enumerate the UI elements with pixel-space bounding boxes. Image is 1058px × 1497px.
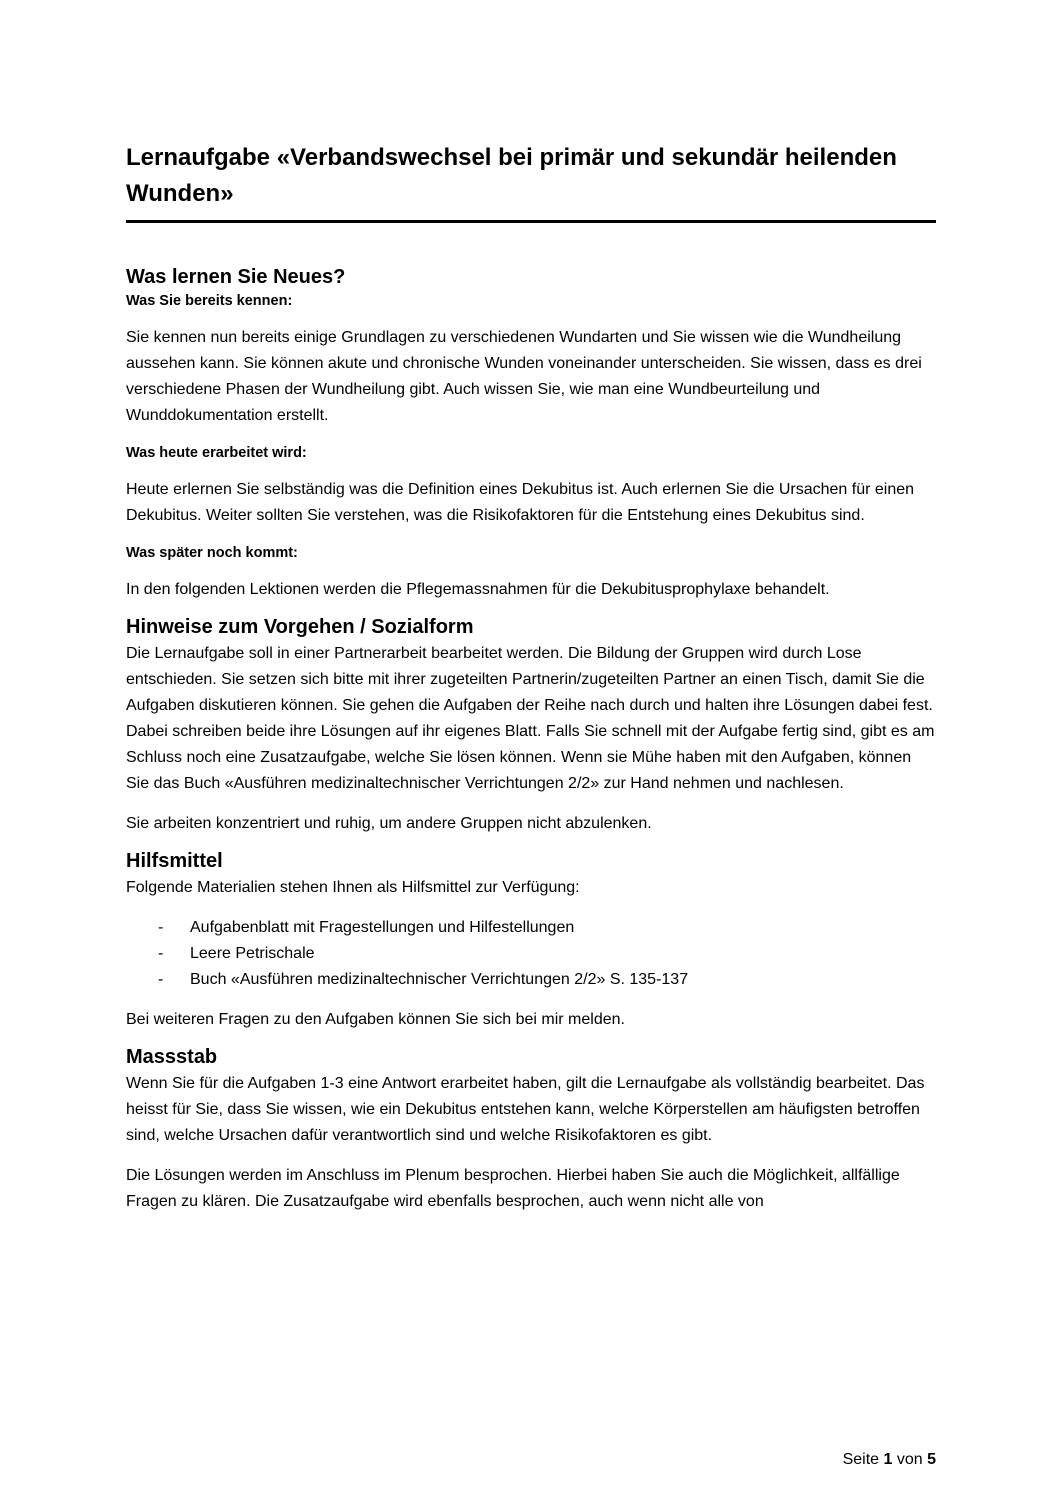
paragraph-spaeter: In den folgenden Lektionen werden die Pflegemassnahmen für die Dekubitusprophylaxe behandelt.	[126, 581, 830, 598]
paragraph-massstab-loesungen: Die Lösungen werden im Anschluss im Plenum besprochen. Hierbei haben Sie auch die Möglichkeit, allfällige Fragen zu klären. Die Zusatzaufgabe wird ebenfalls besprochen, auch wenn nicht alle von	[126, 1167, 900, 1210]
heading-massstab: Massstab	[126, 1046, 218, 1068]
list-item: - Leere Petrischale	[126, 941, 936, 967]
paragraph-bereits-kennen: Sie kennen nun bereits einige Grundlagen zu verschiedenen Wundarten und Sie wissen wie die Wundheilung aussehen kann. Sie können akute und chronische Wunden voneinander unterscheiden. Sie wissen, dass es drei verschiedene Phasen der Wundheilung gibt. Auch wissen Sie, wie man eine Wundbeurteilung und Wunddokumentation erstellt.	[126, 329, 922, 424]
list-item: - Aufgabenblatt mit Fragestellungen und Hilfestellungen	[126, 915, 936, 941]
dash-bullet-icon: -	[158, 971, 164, 988]
paragraph-hinweise-ruhig: Sie arbeiten konzentriert und ruhig, um andere Gruppen nicht abzulenken.	[126, 815, 652, 832]
subheading-heute: Was heute erarbeitet wird:	[126, 445, 307, 461]
dash-bullet-icon: -	[158, 945, 164, 962]
list-item: - Buch «Ausführen medizinaltechnischer Verrichtungen 2/2» S. 135-137	[126, 967, 936, 993]
dash-bullet-icon: -	[158, 919, 164, 936]
heading-was-lernen-sie-neues: Was lernen Sie Neues?	[126, 266, 346, 288]
subheading-bereits-kennen: Was Sie bereits kennen:	[126, 293, 293, 309]
heading-hinweise: Hinweise zum Vorgehen / Sozialform	[126, 616, 474, 638]
hilfsmittel-list	[126, 915, 936, 993]
document-page	[126, 140, 936, 1215]
page-number: Seite 1 von 5	[842, 1451, 936, 1468]
document-title: Lernaufgabe «Verbandswechsel bei primär und sekundär heilenden Wunden»	[126, 140, 936, 223]
paragraph-hilfsmittel-intro: Folgende Materialien stehen Ihnen als Hilfsmittel zur Verfügung:	[126, 879, 580, 896]
heading-hilfsmittel: Hilfsmittel	[126, 850, 223, 872]
subheading-spaeter: Was später noch kommt:	[126, 545, 298, 561]
paragraph-hilfsmittel-outro: Bei weiteren Fragen zu den Aufgaben können Sie sich bei mir melden.	[126, 1011, 625, 1028]
paragraph-heute: Heute erlernen Sie selbständig was die Definition eines Dekubitus ist. Auch erlernen Sie die Ursachen für einen Dekubitus. Weiter sollten Sie verstehen, was die Risikofaktoren für die Entstehung eines Dekubitus sind.	[126, 481, 915, 524]
paragraph-hinweise: Die Lernaufgabe soll in einer Partnerarbeit bearbeitet werden. Die Bildung der Gruppen wird durch Lose entschieden. Sie setzen sich bitte mit ihrer zugeteilten Partnerin/zugeteilten Partner an einen Tisch, damit Sie die Aufgaben diskutieren können. Sie gehen die Aufgaben der Reihe nach durch und halten ihre Lösungen dabei fest. Dabei schreiben beide ihre Lösungen auf ihr eigenes Blatt. Falls Sie schnell mit der Aufgabe fertig sind, gibt es am Schluss noch eine Zusatzaufgabe, welche Sie lösen können. Wenn sie Mühe haben mit den Aufgaben, können Sie das Buch «Ausführen medizinaltechnischer Verrichtungen 2/2» zur Hand nehmen und nachlesen.	[126, 645, 935, 792]
paragraph-massstab: Wenn Sie für die Aufgaben 1-3 eine Antwort erarbeitet haben, gilt die Lernaufgabe als vollständig bearbeitet. Das heisst für Sie, dass Sie wissen, wie ein Dekubitus entstehen kann, welche Körperstellen am häufigsten betroffen sind, welche Ursachen dafür verantwortlich sind und welche Risikofaktoren es gibt.	[126, 1075, 925, 1144]
